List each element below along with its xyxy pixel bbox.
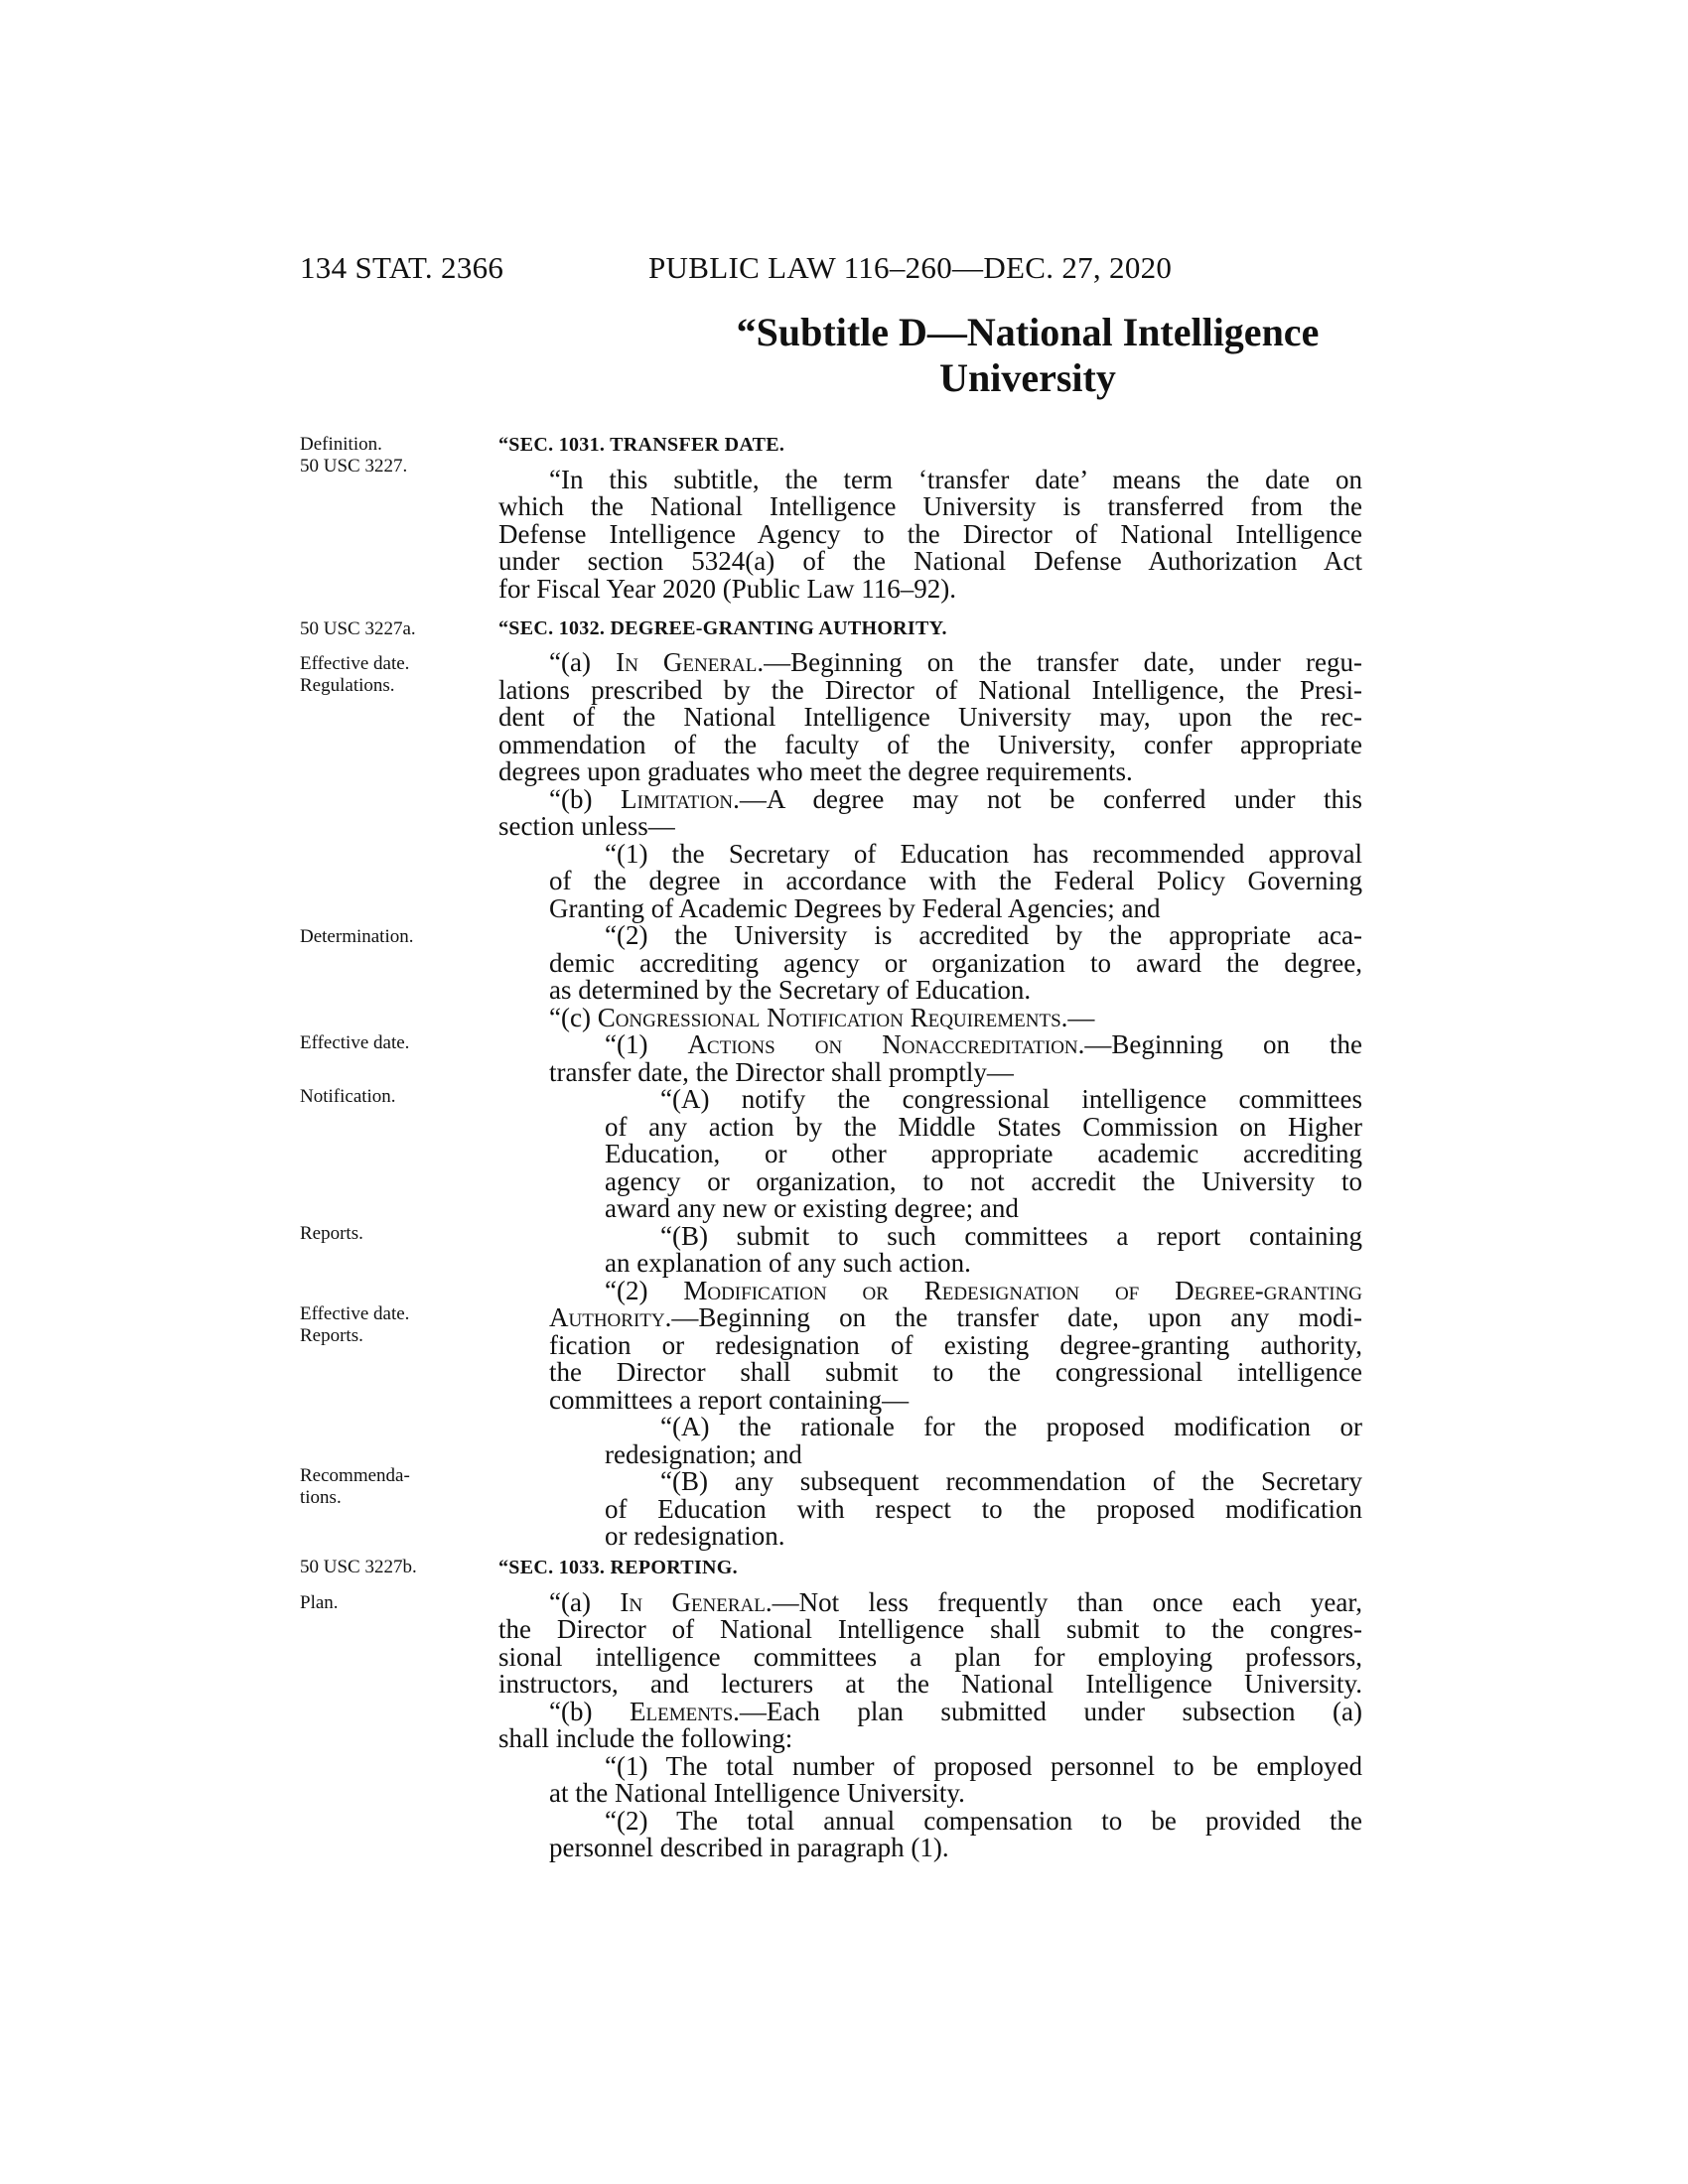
margin-note-effective-date-2: Effective date. (300, 1032, 410, 1053)
text-span: .—Each plan submitted under subsection (a) (733, 1697, 1363, 1726)
text-line: “(2) the University is accredited by the appropriate aca- (605, 920, 1362, 950)
text-line: an explanation of any such action. (605, 1248, 971, 1278)
margin-note-notification: Notification. (300, 1086, 396, 1107)
text-line: Education, or other appropriate academic accrediting (605, 1139, 1362, 1168)
subsection-heading: Elements (630, 1697, 734, 1726)
text-line: for Fiscal Year 2020 (Public Law 116–92). (498, 574, 956, 604)
text-line: “(B) submit to such committees a report containing (660, 1221, 1362, 1251)
text-line: “In this subtitle, the term ‘transfer date’ means the date on (549, 465, 1362, 494)
text-line: the Director shall submit to the congressional intelligence (549, 1357, 1362, 1387)
text-line: fication or redesignation of existing degree-granting authority, (549, 1330, 1362, 1360)
text-line: instructors, and lecturers at the National Intelligence University. (498, 1669, 1362, 1699)
text-line: Granting of Academic Degrees by Federal Agencies; and (549, 893, 1161, 923)
text-line: demic accrediting agency or organization to award the degree, (549, 948, 1362, 978)
text-span: “(2) (605, 1276, 684, 1305)
margin-note-line: Definition. (300, 434, 382, 455)
text-span: “(1) (605, 1029, 688, 1059)
margin-note-definition (300, 434, 459, 478)
text-line (549, 786, 1362, 814)
margin-note-usc-3227a: 50 USC 3227a. (300, 618, 416, 639)
margin-note-line: 50 USC 3227. (300, 456, 408, 477)
text-line: of Education with respect to the proposed modification (605, 1494, 1362, 1524)
text-line: award any new or existing degree; and (605, 1193, 1019, 1223)
text-line: transfer date, the Director shall promptly— (549, 1057, 1014, 1087)
text-line: “(B) any subsequent recommendation of the Secretary (660, 1466, 1362, 1496)
text-line: or redesignation. (605, 1521, 785, 1551)
margin-note-line: tions. (300, 1487, 342, 1508)
text-line: of the degree in accordance with the Federal Policy Governing (549, 866, 1362, 895)
subsection-heading: In General (620, 1587, 766, 1617)
text-line: which the National Intelligence University is transferred from the (498, 491, 1362, 521)
text-span: .—Beginning on the transfer date, under regu- (757, 647, 1363, 677)
paragraph-heading: Modification or Redesignation of Degree-granting (683, 1276, 1363, 1305)
text-line: “(1) the Secretary of Education has recommended approval (605, 839, 1362, 869)
text-line (549, 649, 1362, 677)
text-line: of any action by the Middle States Commission on Higher (605, 1112, 1362, 1142)
text-line: section unless— (498, 811, 675, 841)
text-line: under section 5324(a) of the National Defense Authorization Act (498, 546, 1362, 576)
margin-note-usc-3227b: 50 USC 3227b. (300, 1557, 417, 1577)
text-line: degrees upon graduates who meet the degree requirements. (498, 756, 1133, 786)
margin-note-reports: Reports. (300, 1223, 363, 1244)
text-line: “(1) The total number of proposed personnel to be employed (605, 1751, 1362, 1781)
margin-note-effective-date (300, 653, 459, 697)
subsection-heading: Congressional Notification Requirements (597, 1003, 1061, 1032)
section-1032-heading: “SEC. 1032. DEGREE-GRANTING AUTHORITY. (498, 617, 947, 639)
subsection-heading: In General (616, 647, 758, 677)
text-line (605, 1278, 1362, 1305)
section-1033-heading: “SEC. 1033. REPORTING. (498, 1557, 738, 1578)
text-span: “(c) (549, 1003, 598, 1032)
margin-note-line: Reports. (300, 1325, 363, 1346)
margin-note-line: Regulations. (300, 675, 395, 696)
text-line: as determined by the Secretary of Education. (549, 975, 1032, 1005)
law-reference: PUBLIC LAW 116–260—DEC. 27, 2020 (648, 250, 1173, 285)
text-line: redesignation; and (605, 1439, 802, 1469)
text-span: “(a) (549, 647, 617, 677)
text-span: .—Not less frequently than once each year, (765, 1587, 1362, 1617)
page-reference: 134 STAT. 2366 (300, 250, 504, 285)
text-line: shall include the following: (498, 1723, 793, 1753)
text-span: .—Beginning on the (1077, 1029, 1363, 1059)
margin-note-plan: Plan. (300, 1592, 339, 1613)
margin-note-line: Effective date. (300, 653, 410, 674)
text-line: “(2) The total annual compensation to be provided the (605, 1806, 1362, 1836)
text-line: dent of the National Intelligence University may, upon the rec- (498, 702, 1362, 732)
text-span: .— (1060, 1003, 1095, 1032)
paragraph-heading: Actions on Nonaccreditation (687, 1029, 1078, 1059)
text-line: personnel described in paragraph (1). (549, 1833, 949, 1862)
text-line: ommendation of the faculty of the University, confer appropriate (498, 730, 1362, 759)
text-line: agency or organization, to not accredit the University to (605, 1166, 1362, 1196)
text-line (549, 1589, 1362, 1617)
subtitle-heading-line2: University (939, 355, 1116, 400)
margin-note-effective-date-3 (300, 1303, 459, 1347)
text-line (605, 1031, 1362, 1059)
subtitle-heading-line1: “Subtitle D—National Intelligence (736, 310, 1320, 354)
margin-note-determination: Determination. (300, 926, 414, 947)
text-line (549, 1304, 1362, 1332)
text-span: .—Beginning on the transfer date, upon any modi- (664, 1302, 1362, 1332)
margin-note-line: Effective date. (300, 1303, 410, 1324)
text-line: at the National Intelligence University. (549, 1778, 965, 1808)
text-line: sional intelligence committees a plan for employing professors, (498, 1642, 1362, 1672)
text-span: “(b) (549, 1697, 631, 1726)
text-line: lations prescribed by the Director of National Intelligence, the Presi- (498, 675, 1362, 705)
margin-note-line: Recommenda- (300, 1465, 410, 1486)
text-line: the Director of National Intelligence shall submit to the congres- (498, 1614, 1362, 1644)
text-span: “(a) (549, 1587, 621, 1617)
text-line: “(A) notify the congressional intelligence committees (660, 1084, 1362, 1114)
text-line (549, 1005, 1362, 1032)
paragraph-heading: Authority (549, 1302, 665, 1332)
text-line: Defense Intelligence Agency to the Director of National Intelligence (498, 519, 1362, 549)
subtitle-heading (496, 310, 1559, 401)
text-line: “(A) the rationale for the proposed modification or (660, 1412, 1362, 1441)
text-line (549, 1699, 1362, 1726)
subsection-heading: Limitation (621, 784, 734, 814)
text-line: committees a report containing— (549, 1385, 910, 1415)
margin-note-recommendations (300, 1465, 459, 1509)
section-1031-heading: “SEC. 1031. TRANSFER DATE. (498, 434, 785, 456)
text-span: .—A degree may not be conferred under this (733, 784, 1362, 814)
text-span: “(b) (549, 784, 622, 814)
